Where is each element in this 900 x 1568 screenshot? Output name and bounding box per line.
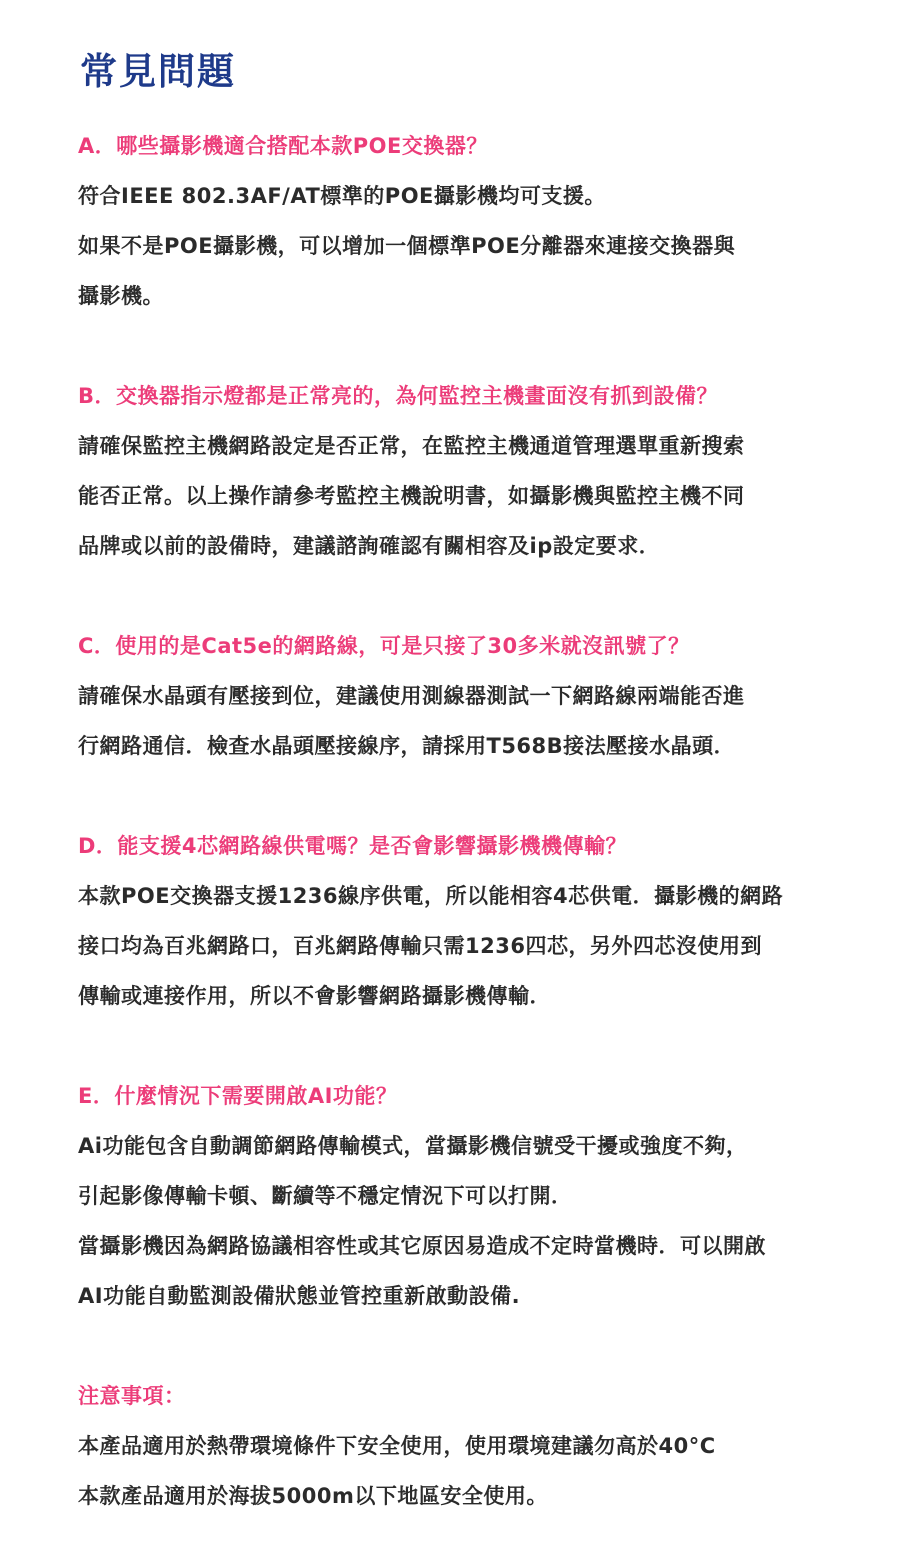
notice-heading: 注意事項： (78, 1384, 186, 1408)
faq-answer-b-line-1: 請確保監控主機網路設定是否正常，在監控主機通道管理選單重新搜索 (78, 434, 745, 458)
faq-answer-c-line-1: 請確保水晶頭有壓接到位，建議使用測線器測試一下網路線兩端能否進 (78, 684, 745, 708)
faq-answer-d-line-1: 本款POE交換器支援1236線序供電，所以能相容4芯供電．攝影機的網路 (78, 884, 784, 908)
notice-line-2: 本款產品適用於海拔5000m以下地區安全使用。 (78, 1484, 548, 1508)
faq-question-b: B．交換器指示燈都是正常亮的，為何監控主機畫面沒有抓到設備？ (78, 384, 719, 408)
faq-answer-e-line-4: AI功能自動監測設備狀態並管控重新啟動設備. (78, 1284, 521, 1308)
faq-answer-e-line-3: 當攝影機因為網路協議相容性或其它原因易造成不定時當機時．可以開啟 (78, 1234, 766, 1258)
faq-answer-d-line-3: 傳輸或連接作用，所以不會影響網路攝影機傳輸． (78, 984, 551, 1008)
faq-answer-c-line-2: 行網路通信．檢查水晶頭壓接線序，請採用T568B接法壓接水晶頭． (78, 734, 736, 758)
faq-question-d: D．能支援4芯網路線供電嗎？是否會影響攝影機機傳輸？ (78, 834, 628, 858)
faq-answer-e-line-2: 引起影像傳輸卡頓、斷續等不穩定情況下可以打開． (78, 1184, 573, 1208)
faq-answer-a-line-3: 攝影機。 (78, 284, 164, 308)
faq-answer-b-line-3: 品牌或以前的設備時，建議諮詢確認有關相容及ip設定要求． (78, 534, 661, 558)
faq-answer-a-line-1: 符合IEEE 802.3AF/AT標準的POE攝影機均可支援。 (78, 184, 606, 208)
faq-question-c: C．使用的是Cat5e的網路線，可是只接了30多米就沒訊號了？ (78, 634, 690, 658)
faq-answer-e-line-1: Ai功能包含自動調節網路傳輸模式，當攝影機信號受干擾或強度不夠， (78, 1134, 748, 1158)
faq-answer-d-line-2: 接口均為百兆網路口，百兆網路傳輸只需1236四芯，另外四芯沒使用到 (78, 934, 762, 958)
faq-answer-a-line-2: 如果不是POE攝影機，可以增加一個標準POE分離器來連接交換器與 (78, 234, 736, 258)
page-title: 常見問題 (80, 50, 236, 93)
faq-question-a: A．哪些攝影機適合搭配本款POE交換器？ (78, 134, 488, 158)
faq-answer-b-line-2: 能否正常。以上操作請參考監控主機說明書，如攝影機與監控主機不同 (78, 484, 745, 508)
notice-line-1: 本產品適用於熱帶環境條件下安全使用，使用環境建議勿高於40°C (78, 1434, 716, 1458)
faq-question-e: E．什麼情況下需要開啟AI功能？ (78, 1084, 398, 1108)
